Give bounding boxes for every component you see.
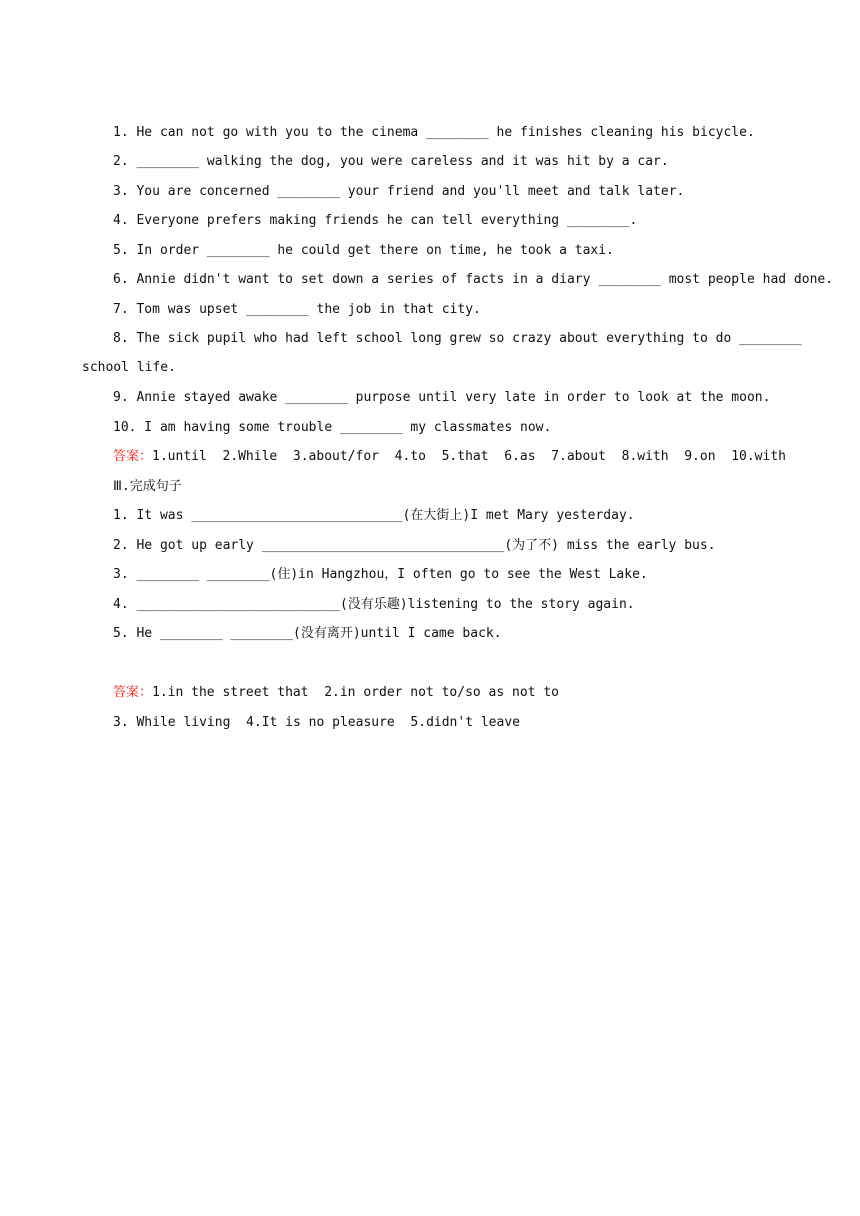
question-6: 6. Annie didn't want to set down a series of facts in a diary ________ most people had done. (113, 272, 834, 287)
sentence-1: 1. It was ___________________________(在大街上)I met Mary yesterday. (113, 508, 635, 523)
answer-text-line-1: 1.in the street that 2.in order not to/so as not to (152, 685, 560, 700)
question-4: 4. Everyone prefers making friends he can tell everything ________. (113, 213, 638, 228)
question-10: 10. I am having some trouble ________ my classmates now. (113, 420, 552, 435)
question-8-continuation: school life. (82, 360, 176, 375)
question-9: 9. Annie stayed awake ________ purpose until very late in order to look at the moon. (113, 390, 771, 405)
question-8: 8. The sick pupil who had left school long grew so crazy about everything to do ________ (113, 331, 802, 346)
section3-answer-key (113, 684, 559, 702)
answer-label: 答案： (113, 449, 153, 464)
answer-text: 1.until 2.While 3.about/for 4.to 5.that 6.as 7.about 8.with 9.on 10.with (152, 449, 786, 464)
question-7: 7. Tom was upset ________ the job in that city. (113, 302, 481, 317)
answer-text-line-2: 3. While living 4.It is no pleasure 5.didn't leave (113, 715, 520, 730)
sentence-2: 2. He got up early _______________________________(为了不) miss the early bus. (113, 538, 716, 553)
question-1: 1. He can not go with you to the cinema ________ he finishes cleaning his bicycle. (113, 125, 755, 140)
section3-heading: Ⅲ.完成句子 (113, 479, 182, 494)
sentence-4: 4. __________________________(没有乐趣)listening to the story again. (113, 597, 635, 612)
question-3: 3. You are concerned ________ your friend and you'll meet and talk later. (113, 184, 685, 199)
section2-answer-key (113, 448, 786, 466)
question-5: 5. In order ________ he could get there on time, he took a taxi. (113, 243, 614, 258)
question-2: 2. ________ walking the dog, you were careless and it was hit by a car. (113, 154, 669, 169)
sentence-3: 3. ________ ________(住)in Hangzhou，I often go to see the West Lake. (113, 567, 648, 582)
sentence-5: 5. He ________ ________(没有离开)until I came back. (113, 626, 502, 641)
answer-label: 答案： (113, 685, 153, 700)
